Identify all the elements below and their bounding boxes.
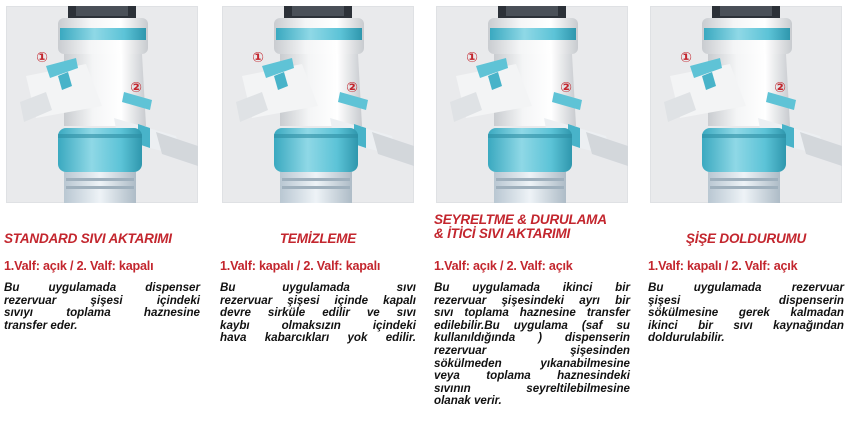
description-line: Bu uygulamada ikinci bir <box>434 281 630 294</box>
valve-2-marker: ② <box>560 80 572 96</box>
panel-4 <box>648 0 844 429</box>
mode-description <box>648 282 844 345</box>
mode-title-line: SEYRELTME & DURULAMA <box>434 212 607 227</box>
valve-status: 1.Valf: açık / 2. Valf: açık <box>434 259 573 273</box>
valve-2-marker: ② <box>774 80 786 96</box>
valve-2-marker: ② <box>130 80 142 96</box>
mode-description <box>434 282 630 408</box>
description-line: transfer eder. <box>4 318 78 332</box>
dispenser-illustration <box>650 6 842 203</box>
description-line: rezervuar şişesi içinde kapalı <box>220 293 416 307</box>
mode-title-line: STANDARD SIVI AKTARIMI <box>4 231 172 246</box>
description-line: Bu uygulamada sıvı <box>220 281 416 294</box>
description-line: sıvı toplama haznesine transfer <box>434 306 630 320</box>
mode-description <box>4 282 200 332</box>
description-line: Bu uygulamada rezervuar <box>648 281 844 294</box>
valve-status: 1.Valf: kapalı / 2. Valf: kapalı <box>220 259 381 273</box>
dispenser-photo <box>6 6 198 203</box>
mode-title-line: & İTİCİ SIVI AKTARIMI <box>434 226 571 241</box>
dispenser-photo <box>650 6 842 203</box>
dispenser-illustration <box>222 6 414 203</box>
valve-2-marker: ② <box>346 80 358 96</box>
description-line: olanak verir. <box>434 394 502 408</box>
mode-title-line: TEMİZLEME <box>279 231 357 246</box>
mode-description <box>220 282 416 345</box>
valve-1-marker: ① <box>466 50 478 66</box>
description-line: sıvının seyreltilebilmesine <box>434 381 630 395</box>
description-line: veya toplama haznesindeki <box>434 369 630 383</box>
description-line: sökülmesine gerek kalmadan <box>648 306 844 320</box>
valve-1-marker: ① <box>252 50 264 66</box>
description-line: hava kabarcıkları yok edilir. <box>220 331 416 345</box>
description-line: kullanıldığında ) dispenserin <box>434 331 630 345</box>
description-line: kaybı olmaksızın içindeki <box>220 318 416 332</box>
description-line: sıvıyı toplama haznesine <box>4 306 200 320</box>
description-line: sökülmeden yıkanabilmesine <box>434 356 630 370</box>
description-line: doldurulabilir. <box>648 331 725 345</box>
panel-2 <box>220 0 416 429</box>
valve-status: 1.Valf: açık / 2. Valf: kapalı <box>4 259 154 273</box>
dispenser-photo <box>436 6 628 203</box>
description-line: rezervuar şişesinden <box>434 343 630 357</box>
dispenser-illustration <box>6 6 198 203</box>
mode-title <box>434 213 630 241</box>
description-line: Bu uygulamada dispenser <box>4 281 200 294</box>
description-line: şişesi dispenserin <box>648 293 844 307</box>
dispenser-photo <box>222 6 414 203</box>
mode-title-line: ŞİŞE DOLDURUMU <box>685 231 807 246</box>
mode-title <box>4 232 200 246</box>
description-line: devre sirküle edilir ve sıvı <box>220 306 416 320</box>
description-line: rezervuar şişesindeki ayrı bir <box>434 293 630 307</box>
description-line: edilebilir.Bu uygulama (saf su <box>434 318 630 332</box>
valve-status: 1.Valf: kapalı / 2. Valf: açık <box>648 259 798 273</box>
description-line: rezervuar şişesi içindeki <box>4 293 200 307</box>
mode-title <box>648 232 844 246</box>
panel-3 <box>434 0 630 429</box>
mode-title <box>220 232 416 246</box>
panel-1 <box>4 0 200 429</box>
description-line: ikinci bir sıvı kaynağından <box>648 318 844 332</box>
valve-1-marker: ① <box>680 50 692 66</box>
dispenser-illustration <box>436 6 628 203</box>
valve-1-marker: ① <box>36 50 48 66</box>
